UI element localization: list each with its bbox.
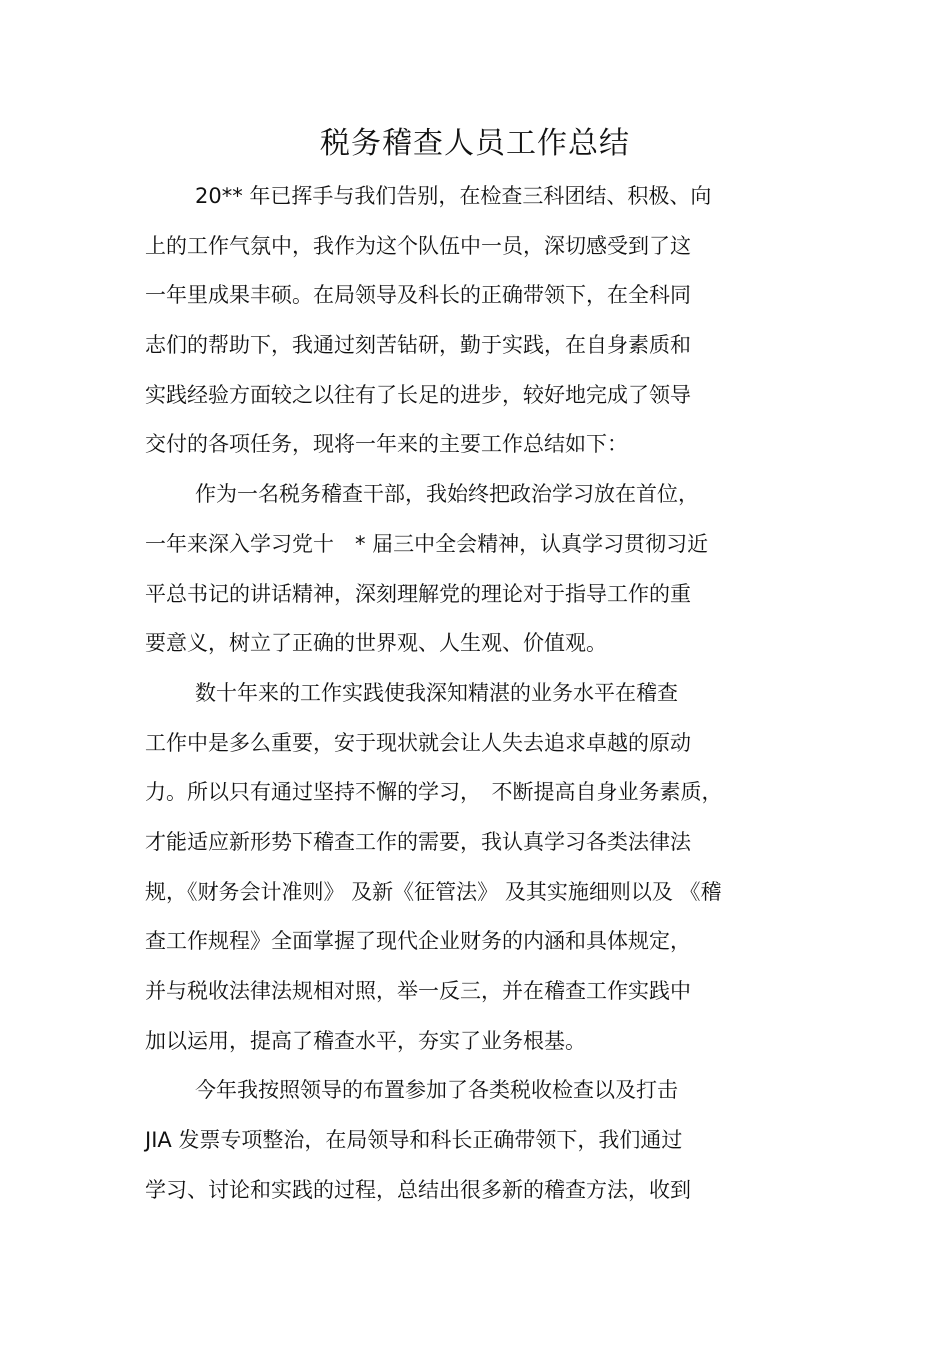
body-line: 要意义，树立了正确的世界观、人生观、价值观。 xyxy=(145,631,607,656)
document-title: 税务稽查人员工作总结 xyxy=(320,126,630,161)
body-line: 志们的帮助下，我通过刻苦钻研，勤于实践，在自身素质和 xyxy=(145,333,691,358)
body-line: 平总书记的讲话精神，深刻理解党的理论对于指导工作的重 xyxy=(145,581,691,606)
body-line: 并与税收法律法规相对照，举一反三，并在稽查工作实践中 xyxy=(145,979,691,1003)
body-line: 力。所以只有通过坚持不懈的学习， 不断提高自身业务素质， xyxy=(145,780,723,805)
body-line: 工作中是多么重要，安于现状就会让人失去追求卓越的原动 xyxy=(145,730,691,755)
body-line: 一年来深入学习党十 * 届三中全会精神，认真学习贯彻习近 xyxy=(145,531,709,556)
body-line: 一年里成果丰硕。在局领导及科长的正确带领下，在全科同 xyxy=(145,283,691,308)
body-line: 上的工作气氛中，我作为这个队伍中一员，深切感受到了这 xyxy=(145,233,691,258)
body-line: 交付的各项任务，现将一年来的主要工作总结如下： xyxy=(145,432,628,457)
body-line: 实践经验方面较之以往有了长足的进步，较好地完成了领导 xyxy=(145,382,691,407)
body-line: 今年我按照领导的布置参加了各类税收检查以及打击 xyxy=(195,1078,678,1103)
body-line: 查工作规程》全面掌握了现代企业财务的内涵和具体规定， xyxy=(145,929,691,954)
body-line: 学习、讨论和实践的过程，总结出很多新的稽查方法，收到 xyxy=(145,1177,691,1202)
body-line: 规，《财务会计准则》 及新《征管法》 及其实施细则以及 《稽 xyxy=(145,879,722,904)
body-line: 才能适应新形势下稽查工作的需要，我认真学习各类法律法 xyxy=(145,829,691,854)
body-line: 20** 年已挥手与我们告别，在检查三科团结、积极、向 xyxy=(195,184,712,208)
body-line: 作为一名税务稽查干部，我始终把政治学习放在首位， xyxy=(195,482,699,507)
body-line: 加以运用，提高了稽查水平，夯实了业务根基。 xyxy=(145,1028,586,1053)
document-body xyxy=(145,172,825,1215)
body-line: 数十年来的工作实践使我深知精湛的业务水平在稽查 xyxy=(195,680,678,705)
body-line: JIA 发票专项整治，在局领导和科长正确带领下，我们通过 xyxy=(145,1128,683,1153)
